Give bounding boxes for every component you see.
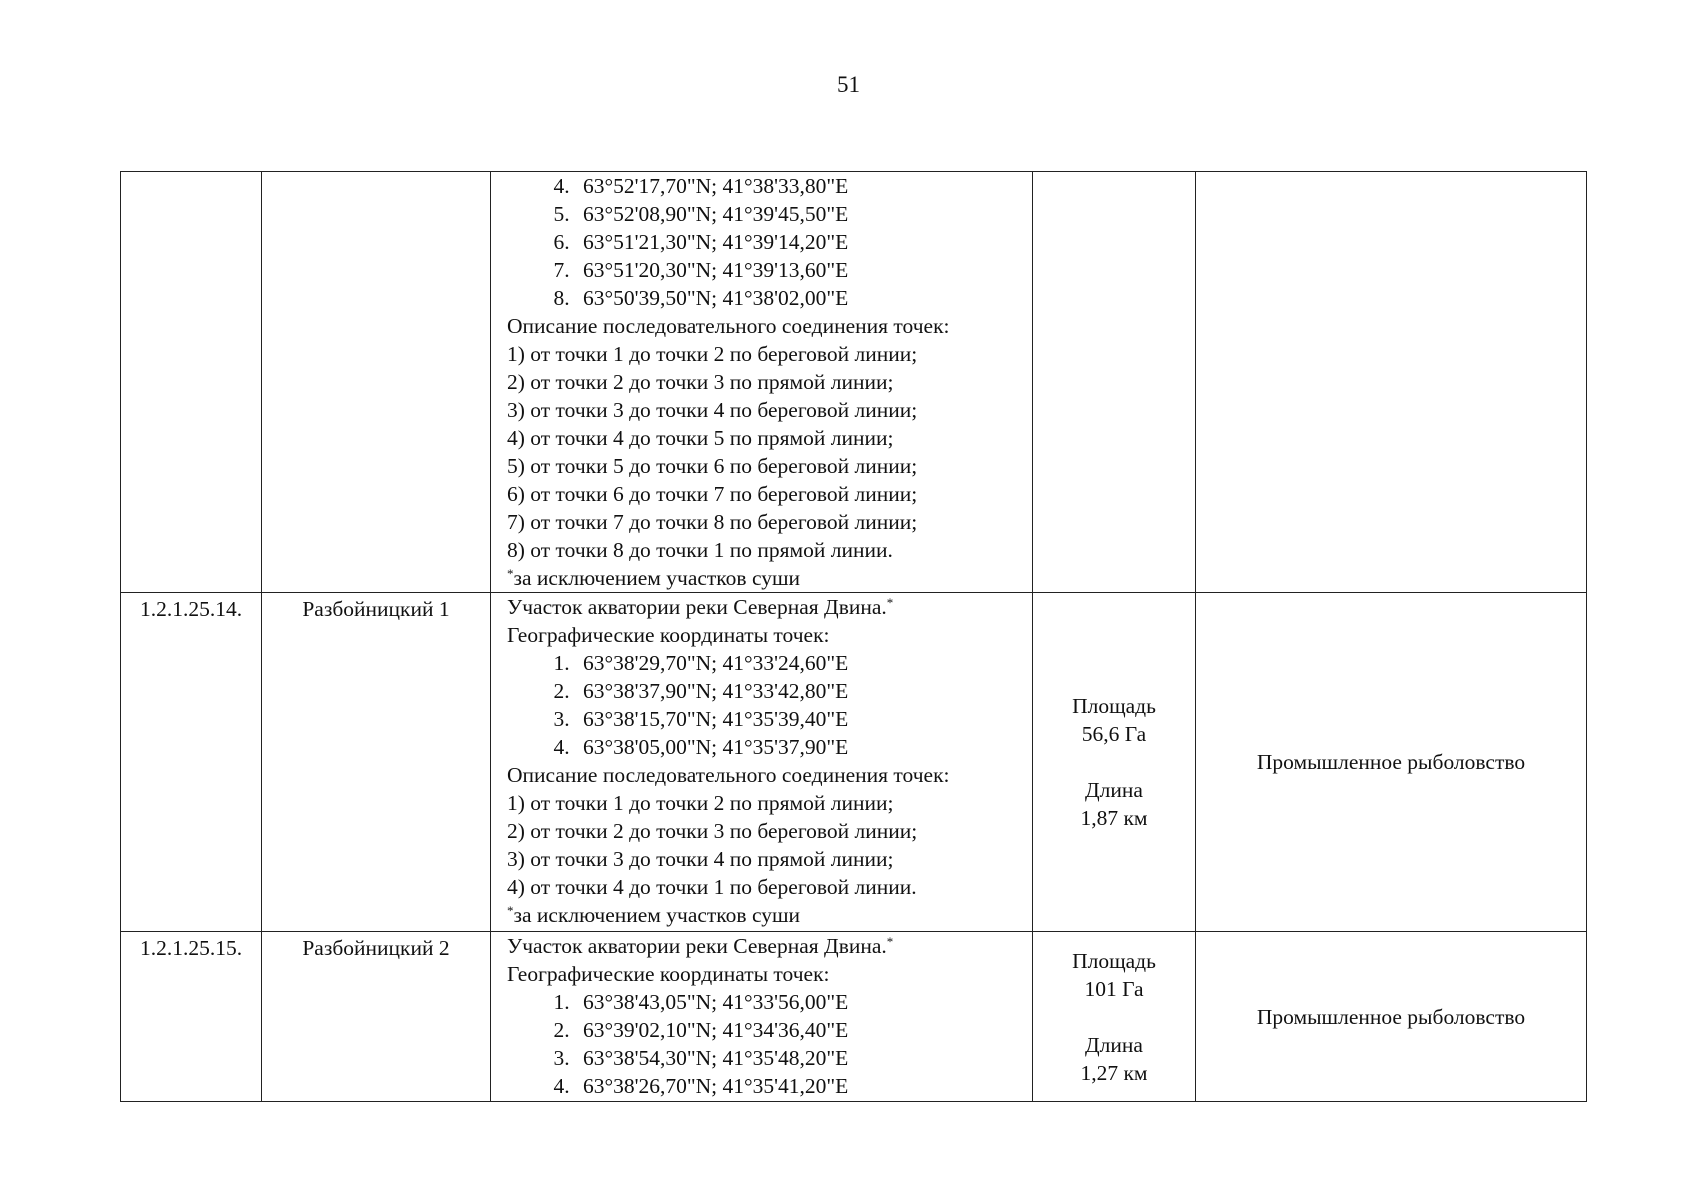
table-row bbox=[121, 932, 1587, 1102]
row-number: 1.2.1.25.14. bbox=[121, 593, 262, 932]
coordinate-item: 4. 63°52'17,70"N; 41°38'33,80"E bbox=[575, 172, 1024, 200]
row-number: 1.2.1.25.15. bbox=[121, 932, 262, 1102]
connection-heading: Описание последовательного соединения точек: bbox=[507, 314, 950, 338]
connection-item: 5) от точки 5 до точки 6 по береговой линии; bbox=[507, 454, 918, 478]
name-cell bbox=[262, 172, 491, 593]
footnote-mark: * bbox=[507, 903, 514, 918]
length-value: 1,27 км bbox=[1080, 1060, 1148, 1085]
connection-item: 4) от точки 4 до точки 1 по береговой линии. bbox=[507, 875, 917, 899]
connection-item: 1) от точки 1 до точки 2 по береговой линии; bbox=[507, 342, 918, 366]
footnote bbox=[507, 901, 1024, 929]
coordinate-item: 1. 63°38'29,70"N; 41°33'24,60"E bbox=[575, 649, 1024, 677]
coordinate-item: 5. 63°52'08,90"N; 41°39'45,50"E bbox=[575, 200, 1024, 228]
length-label: Длина bbox=[1085, 778, 1143, 802]
area-label: Площадь bbox=[1072, 948, 1156, 973]
coordinate-item: 1. 63°38'43,05"N; 41°33'56,00"E bbox=[575, 988, 1024, 1016]
connection-heading: Описание последовательного соединения точек: bbox=[507, 763, 950, 787]
coordinate-item: 2. 63°39'02,10"N; 41°34'36,40"E bbox=[575, 1016, 1024, 1044]
params-cell bbox=[1033, 172, 1196, 593]
area-name: Разбойницкий 1 bbox=[262, 593, 491, 932]
area-value: 56,6 Га bbox=[1081, 722, 1147, 746]
footnote-text: за исключением участков суши bbox=[513, 903, 801, 927]
coordinate-item: 3. 63°38'54,30"N; 41°35'48,20"E bbox=[575, 1044, 1024, 1072]
footnote-mark: * bbox=[507, 566, 514, 581]
params-cell bbox=[1033, 932, 1196, 1102]
coordinate-item: 4. 63°38'05,00"N; 41°35'37,90"E bbox=[575, 733, 1024, 761]
footnote bbox=[507, 564, 1024, 592]
connection-item: 3) от точки 3 до точки 4 по прямой линии; bbox=[507, 847, 894, 871]
connection-item: 6) от точки 6 до точки 7 по береговой линии; bbox=[507, 482, 918, 506]
number-cell bbox=[121, 172, 262, 593]
coordinates-list bbox=[507, 649, 1024, 761]
footnote-text: за исключением участков суши bbox=[513, 566, 801, 590]
description-cell bbox=[491, 172, 1033, 593]
purpose-cell: Промышленное рыболовство bbox=[1196, 932, 1587, 1102]
length-label: Длина bbox=[1085, 1032, 1143, 1057]
coordinate-item: 8. 63°50'39,50"N; 41°38'02,00"E bbox=[575, 284, 1024, 312]
length-value: 1,87 км bbox=[1080, 806, 1148, 830]
coordinate-item: 2. 63°38'37,90"N; 41°33'42,80"E bbox=[575, 677, 1024, 705]
coordinate-item: 6. 63°51'21,30"N; 41°39'14,20"E bbox=[575, 228, 1024, 256]
fishing-areas-table bbox=[120, 171, 1587, 1102]
footnote-mark: * bbox=[886, 595, 894, 610]
coordinates-list bbox=[507, 172, 1024, 312]
connection-item: 4) от точки 4 до точки 5 по прямой линии; bbox=[507, 426, 894, 450]
description-title: Участок акватории реки Северная Двина.* bbox=[507, 934, 894, 958]
page-number: 51 bbox=[837, 72, 860, 97]
connection-item: 2) от точки 2 до точки 3 по прямой линии; bbox=[507, 370, 894, 394]
description-cell bbox=[491, 593, 1033, 932]
connection-item: 2) от точки 2 до точки 3 по береговой линии; bbox=[507, 819, 918, 843]
coordinate-item: 3. 63°38'15,70"N; 41°35'39,40"E bbox=[575, 705, 1024, 733]
coords-heading: Географические координаты точек: bbox=[507, 962, 830, 986]
purpose-cell: Промышленное рыболовство bbox=[1196, 593, 1587, 932]
description-cell bbox=[491, 932, 1033, 1102]
area-name: Разбойницкий 2 bbox=[262, 932, 491, 1102]
area-value: 101 Га bbox=[1084, 976, 1144, 1001]
coordinate-item: 7. 63°51'20,30"N; 41°39'13,60"E bbox=[575, 256, 1024, 284]
footnote-mark: * bbox=[886, 934, 894, 949]
table-row bbox=[121, 593, 1587, 932]
purpose-cell bbox=[1196, 172, 1587, 593]
table-row-continuation bbox=[121, 172, 1587, 593]
coordinates-list bbox=[507, 988, 1024, 1100]
area-label: Площадь bbox=[1072, 694, 1156, 718]
connection-item: 3) от точки 3 до точки 4 по береговой линии; bbox=[507, 398, 918, 422]
coordinate-item: 4. 63°38'26,70"N; 41°35'41,20"E bbox=[575, 1072, 1024, 1100]
description-title: Участок акватории реки Северная Двина.* bbox=[507, 595, 894, 619]
connection-item: 8) от точки 8 до точки 1 по прямой линии. bbox=[507, 538, 893, 562]
coords-heading: Географические координаты точек: bbox=[507, 623, 830, 647]
connection-item: 1) от точки 1 до точки 2 по прямой линии; bbox=[507, 791, 894, 815]
params-cell bbox=[1033, 593, 1196, 932]
connection-item: 7) от точки 7 до точки 8 по береговой линии; bbox=[507, 510, 918, 534]
